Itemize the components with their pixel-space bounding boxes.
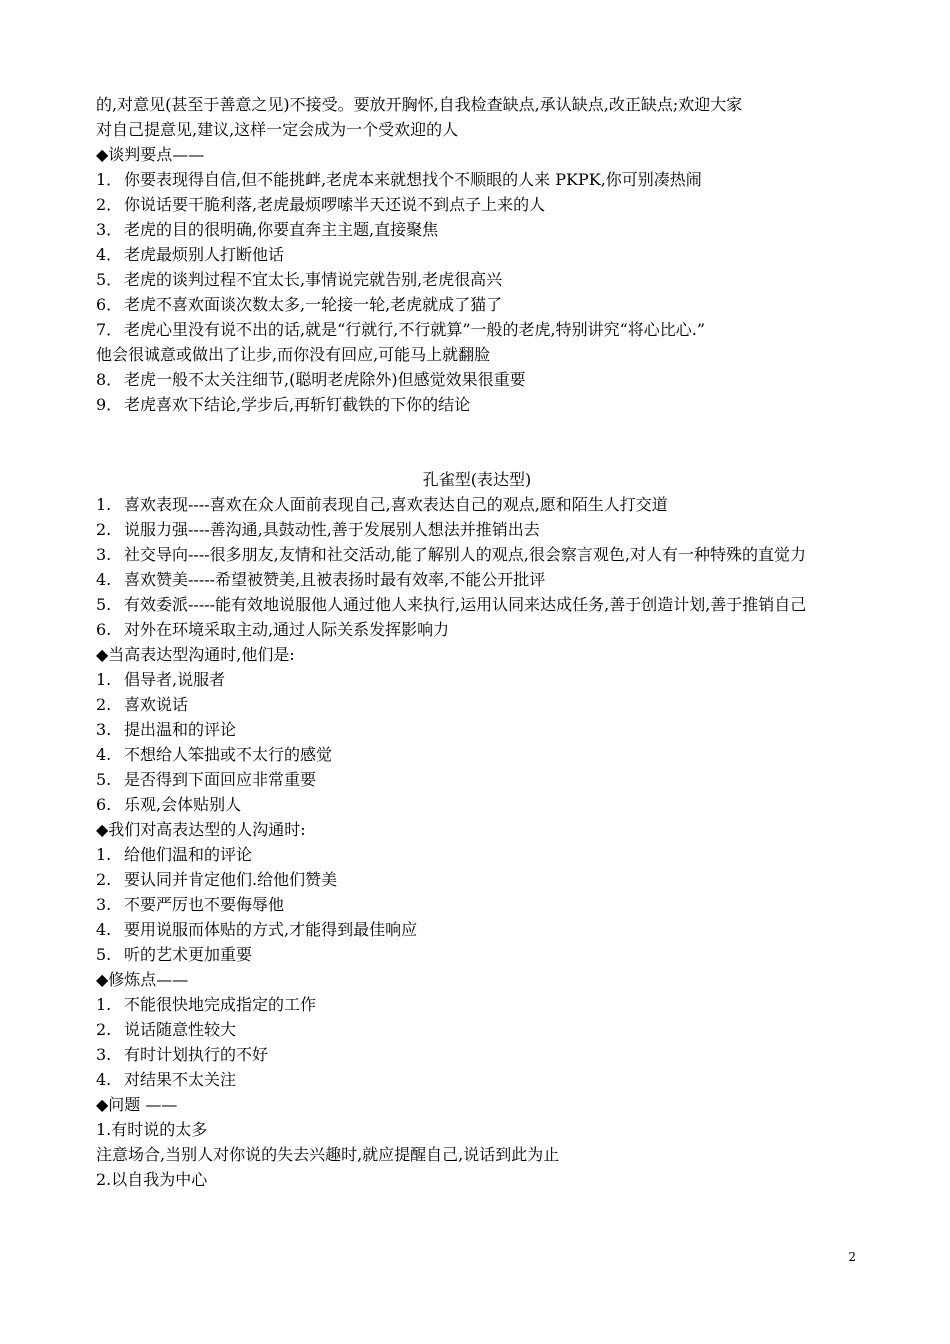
list-item-text: 老虎不喜欢面谈次数太多,一轮接一轮,老虎就成了猫了 xyxy=(124,295,503,314)
list-item-text: 喜欢说话 xyxy=(124,695,189,714)
list-item-number: 2． xyxy=(96,195,123,214)
list-item-text: 你说话要干脆利落,老虎最烦啰嗦半天还说不到点子上来的人 xyxy=(124,195,546,214)
list-item-number: 2. xyxy=(96,695,112,714)
list-item-text: 听的艺术更加重要 xyxy=(124,945,253,964)
negotiation-item xyxy=(96,292,858,317)
practice-item xyxy=(96,1067,858,1092)
list-item-text: 有时计划执行的不好 xyxy=(124,1045,269,1064)
we-item xyxy=(96,867,858,892)
list-item-number: 6. xyxy=(96,795,112,814)
list-item-text: 老虎的谈判过程不宜太长,事情说完就告别,老虎很高兴 xyxy=(124,270,503,289)
list-item-text: 要用说服而体贴的方式,才能得到最佳响应 xyxy=(124,920,418,939)
trait-list xyxy=(96,492,858,642)
trait-item xyxy=(96,617,858,642)
document-body xyxy=(96,92,858,1192)
negotiation-list-continued xyxy=(96,367,858,417)
negotiation-item xyxy=(96,217,858,242)
when-item xyxy=(96,692,858,717)
list-item-number: 4． xyxy=(96,245,123,264)
list-item-text: 你要表现得自信,但不能挑衅,老虎本来就想找个不顺眼的人来 PKPK,你可别凑热闹 xyxy=(124,170,702,189)
list-item-number: 3． xyxy=(96,220,123,239)
list-item-number: 1. xyxy=(96,495,112,514)
list-item-number: 8． xyxy=(96,370,123,389)
list-item-number: 5. xyxy=(96,770,112,789)
list-item-text: 说话随意性较大 xyxy=(124,1020,237,1039)
list-item-number: 5． xyxy=(96,270,123,289)
list-item-number: 1. xyxy=(96,670,112,689)
practice-list xyxy=(96,992,858,1092)
list-item-number: 1. xyxy=(96,995,112,1014)
negotiation-list xyxy=(96,167,858,342)
practice-heading: ◆修炼点—— xyxy=(96,970,189,989)
list-item-number: 6． xyxy=(96,295,123,314)
trait-item xyxy=(96,592,858,617)
problem-line-2: 注意场合,当别人对你说的失去兴趣时,就应提醒自己,说话到此为止 xyxy=(96,1145,560,1164)
list-item-number: 3. xyxy=(96,720,112,739)
we-item xyxy=(96,917,858,942)
list-item-number: 5. xyxy=(96,945,112,964)
problem-heading: ◆问题 —— xyxy=(96,1095,178,1114)
list-item-text: 倡导者,说服者 xyxy=(124,670,226,689)
list-item-text: 不能很快地完成指定的工作 xyxy=(124,995,317,1014)
list-item-text: 老虎的目的很明确,你要直奔主主题,直接聚焦 xyxy=(124,220,439,239)
page-number: 2 xyxy=(848,1250,856,1264)
list-item-text: 有效委派-----能有效地说服他人通过他人来执行,运用认同来达成任务,善于创造计划,善于推销自己 xyxy=(124,595,807,614)
list-item-text: 是否得到下面回应非常重要 xyxy=(124,770,317,789)
trait-item xyxy=(96,542,858,567)
trait-item xyxy=(96,567,858,592)
trait-item xyxy=(96,517,858,542)
list-item-text: 提出温和的评论 xyxy=(124,720,237,739)
when-item xyxy=(96,792,858,817)
list-item-number: 4. xyxy=(96,745,112,764)
problem-line-3: 2.以自我为中心 xyxy=(96,1170,208,1189)
list-item-text: 对结果不太关注 xyxy=(124,1070,237,1089)
intro-line-1: 的,对意见(甚至于善意之见)不接受。要放开胸怀,自我检查缺点,承认缺点,改正缺点;欢迎大家 xyxy=(96,95,743,114)
list-item-text: 要认同并肯定他们.给他们赞美 xyxy=(124,870,338,889)
negotiation-item xyxy=(96,167,858,192)
section-title: 孔雀型(表达型) xyxy=(422,470,532,489)
list-item-text: 老虎喜欢下结论,学步后,再斩钉截铁的下你的结论 xyxy=(124,395,471,414)
negotiation-item-7-continuation: 他会很诚意或做出了让步,而你没有回应,可能马上就翻脸 xyxy=(96,345,491,364)
when-item xyxy=(96,667,858,692)
list-item-number: 3. xyxy=(96,1045,112,1064)
practice-item xyxy=(96,1042,858,1067)
we-heading: ◆我们对高表达型的人沟通时: xyxy=(96,820,306,839)
negotiation-heading: ◆谈判要点—— xyxy=(96,145,205,164)
practice-item xyxy=(96,992,858,1017)
when-list xyxy=(96,667,858,817)
when-item xyxy=(96,742,858,767)
list-item-number: 2. xyxy=(96,1020,112,1039)
list-item-text: 不要严厉也不要侮辱他 xyxy=(124,895,285,914)
practice-item xyxy=(96,1017,858,1042)
negotiation-item xyxy=(96,317,858,342)
when-item xyxy=(96,717,858,742)
section-gap xyxy=(96,417,858,467)
trait-item xyxy=(96,492,858,517)
negotiation-item xyxy=(96,267,858,292)
list-item-number: 4. xyxy=(96,570,112,589)
list-item-number: 5. xyxy=(96,595,112,614)
list-item-number: 9． xyxy=(96,395,123,414)
list-item-number: 6. xyxy=(96,620,112,639)
list-item-text: 老虎心里没有说不出的话,就是“行就行,不行就算”一般的老虎,特别讲究“将心比心.” xyxy=(124,320,706,339)
list-item-text: 老虎一般不太关注细节,(聪明老虎除外)但感觉效果很重要 xyxy=(124,370,526,389)
negotiation-item xyxy=(96,192,858,217)
list-item-number: 2. xyxy=(96,870,112,889)
list-item-number: 1. xyxy=(96,845,112,864)
list-item-number: 7． xyxy=(96,320,123,339)
list-item-text: 说服力强----善沟通,具鼓动性,善于发展别人想法并推销出去 xyxy=(124,520,540,539)
list-item-number: 3. xyxy=(96,895,112,914)
negotiation-item xyxy=(96,367,858,392)
we-item xyxy=(96,942,858,967)
list-item-text: 对外在环境采取主动,通过人际关系发挥影响力 xyxy=(124,620,450,639)
list-item-number: 4. xyxy=(96,1070,112,1089)
list-item-number: 3. xyxy=(96,545,112,564)
we-item xyxy=(96,892,858,917)
list-item-text: 喜欢表现----喜欢在众人面前表现自己,喜欢表达自己的观点,愿和陌生人打交道 xyxy=(124,495,668,514)
list-item-text: 社交导向----很多朋友,友情和社交活动,能了解别人的观点,很会察言观色,对人有一种特殊的直觉力 xyxy=(124,545,806,564)
list-item-text: 不想给人笨拙或不太行的感觉 xyxy=(124,745,333,764)
intro-line-2: 对自己提意见,建议,这样一定会成为一个受欢迎的人 xyxy=(96,120,459,139)
negotiation-item xyxy=(96,392,858,417)
we-item xyxy=(96,842,858,867)
list-item-text: 给他们温和的评论 xyxy=(124,845,253,864)
when-heading: ◆当高表达型沟通时,他们是: xyxy=(96,645,295,664)
when-item xyxy=(96,767,858,792)
list-item-number: 4. xyxy=(96,920,112,939)
list-item-text: 老虎最烦别人打断他话 xyxy=(124,245,285,264)
list-item-text: 乐观,会体贴别人 xyxy=(124,795,242,814)
list-item-number: 1． xyxy=(96,170,123,189)
list-item-text: 喜欢赞美-----希望被赞美,且被表扬时最有效率,不能公开批评 xyxy=(124,570,546,589)
we-list xyxy=(96,842,858,967)
negotiation-item xyxy=(96,242,858,267)
problem-line-1: 1.有时说的太多 xyxy=(96,1120,208,1139)
list-item-number: 2. xyxy=(96,520,112,539)
